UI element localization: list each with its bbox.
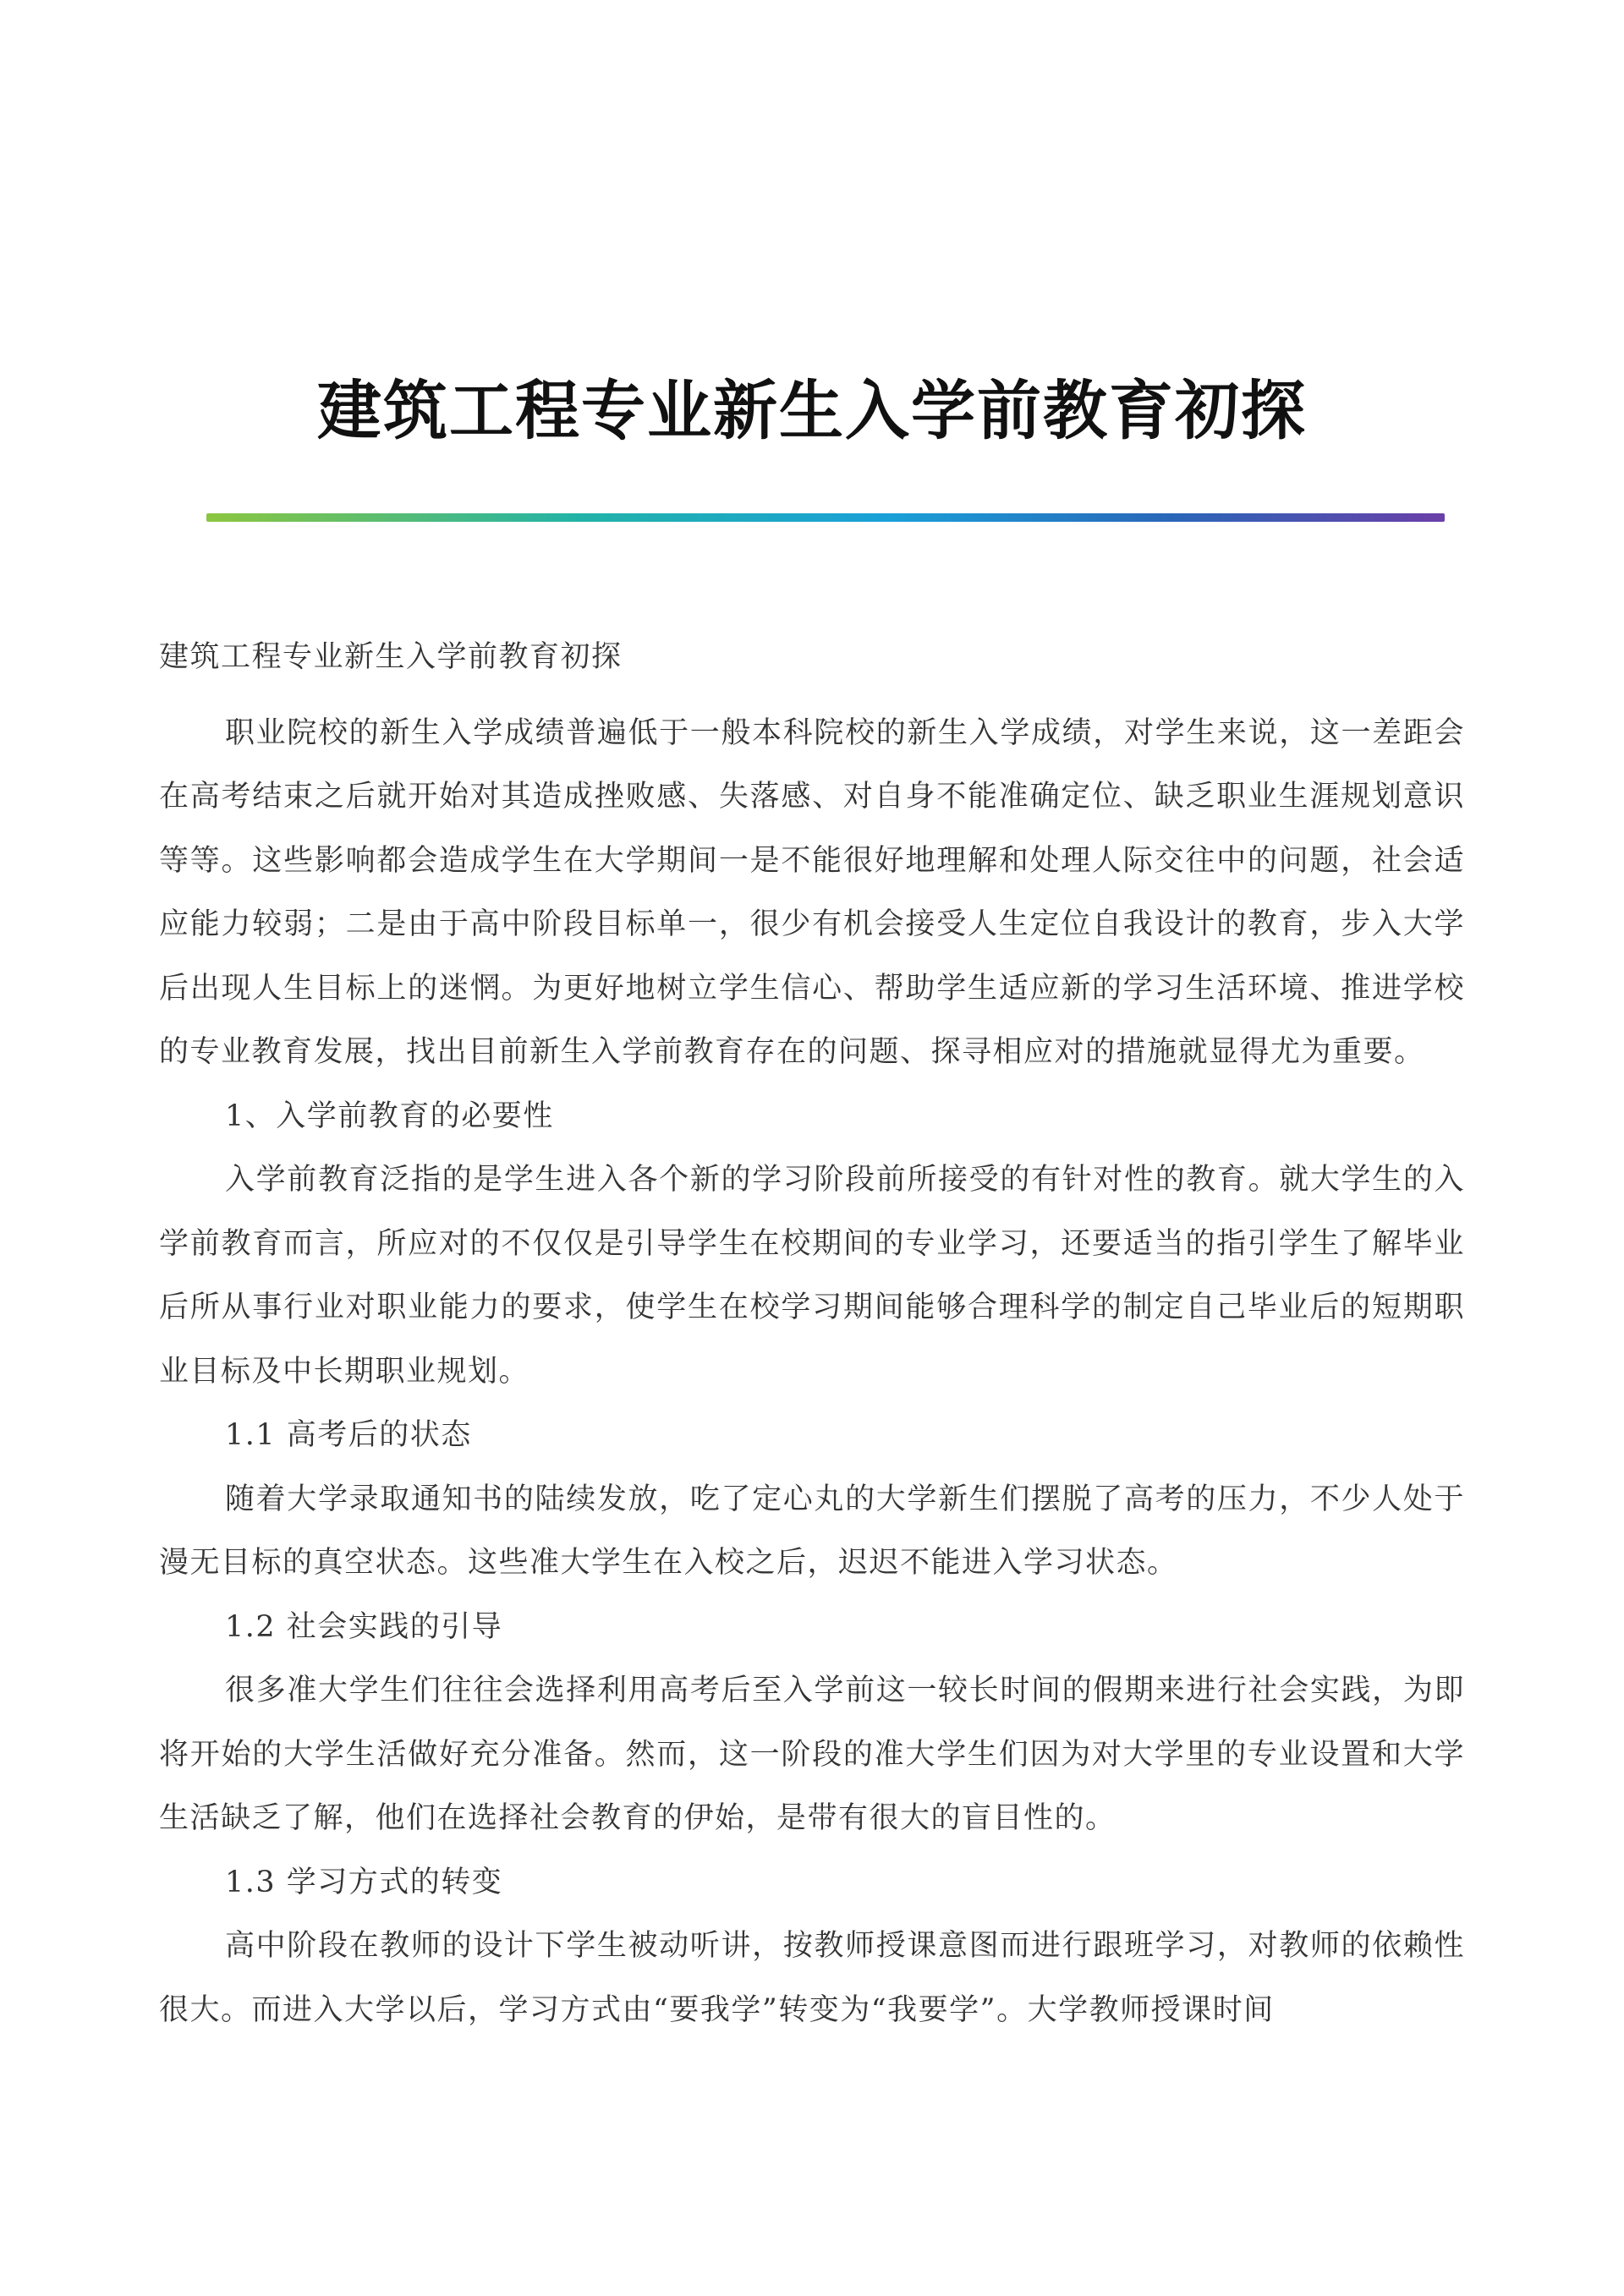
paragraph-learning-mode: 高中阶段在教师的设计下学生被动听讲，按教师授课意图而进行跟班学习，对教师的依赖性很大。而进入大学以后，学习方式由“要我学”转变为“我要学”。大学教师授课时间 xyxy=(159,1929,1465,2027)
paragraph-intro: 职业院校的新生入学成绩普遍低于一般本科院校的新生入学成绩，对学生来说，这一差距会在高考结束之后就开始对其造成挫败感、失落感、对自身不能准确定位、缺乏职业生涯规划意识等等。这些影响都会造成学生在大学期间一是不能很好地理解和处理人际交往中的问题，社会适应能力较弱；二是由于高中阶段目标单一，很少有机会接受人生定位自我设计的教育，步入大学后出现人生目标上的迷惘。为更好地树立学生信心、帮助学生适应新的学习生活环境、推进学校的专业教育发展，找出目前新生入学前教育存在的问题、探寻相应对的措施就显得尤为重要。 xyxy=(159,715,1465,1069)
section-heading-1-2: 1.2 社会实践的引导 xyxy=(225,1609,503,1644)
section-heading-1-3: 1.3 学习方式的转变 xyxy=(225,1865,503,1899)
paragraph-post-exam: 随着大学录取通知书的陆续发放，吃了定心丸的大学新生们摆脱了高考的压力，不少人处于漫无目标的真空状态。这些准大学生在入校之后，迟迟不能进入学习状态。 xyxy=(159,1482,1465,1580)
document-subtitle: 建筑工程专业新生入学前教育初探 xyxy=(159,640,623,674)
section-heading-1: 1、入学前教育的必要性 xyxy=(225,1099,554,1133)
section-heading-1-1: 1.1 高考后的状态 xyxy=(225,1418,472,1452)
title-divider xyxy=(206,513,1445,522)
paragraph-necessity: 入学前教育泛指的是学生进入各个新的学习阶段前所接受的有针对性的教育。就大学生的入学前教育而言，所应对的不仅仅是引导学生在校期间的专业学习，还要适当的指引学生了解毕业后所从事行业对职业能力的要求，使学生在校学习期间能够合理科学的制定自己毕业后的短期职业目标及中长期职业规划。 xyxy=(159,1163,1465,1389)
page-title: 建筑工程专业新生入学前教育初探 xyxy=(317,372,1307,448)
paragraph-social-practice: 很多准大学生们往往会选择利用高考后至入学前这一较长时间的假期来进行社会实践，为即将开始的大学生活做好充分准备。然而，这一阶段的准大学生们因为对大学里的专业设置和大学生活缺乏了解，他们在选择社会教育的伊始，是带有很大的盲目性的。 xyxy=(159,1674,1465,1835)
document-body xyxy=(159,626,1465,2042)
